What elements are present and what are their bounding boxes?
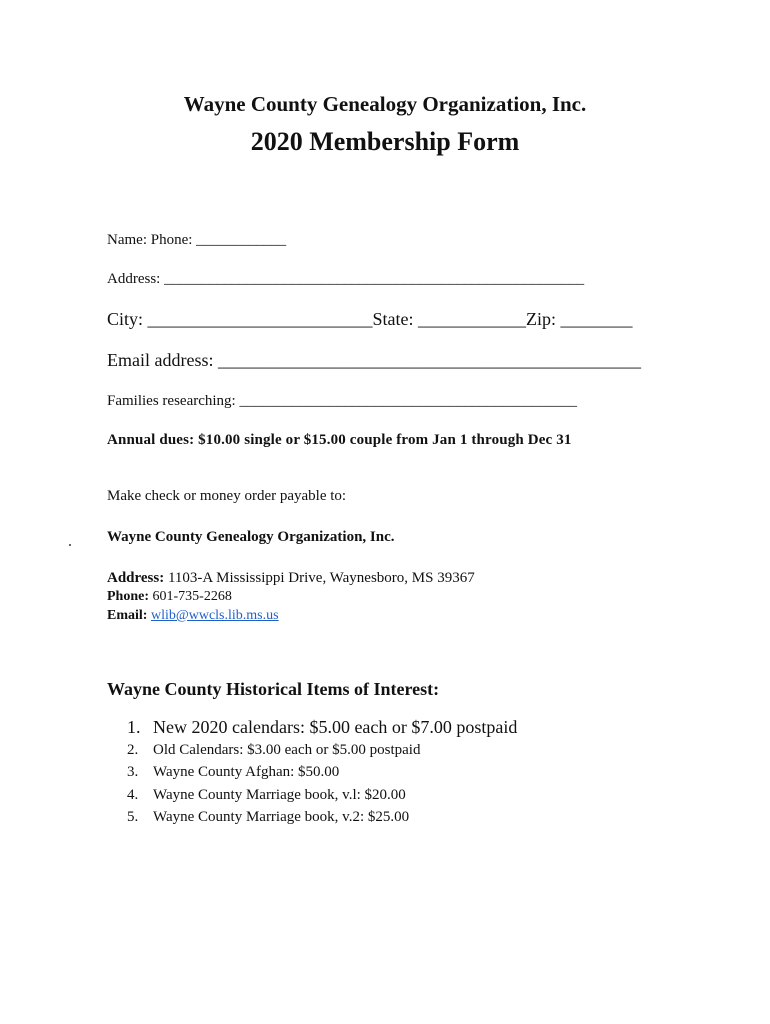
- list-item-number: 2.: [127, 742, 139, 758]
- city-state-zip-field[interactable]: City: _________________________State: ____________Zip: ________: [107, 309, 633, 329]
- email-field[interactable]: Email address: _______________________________________________: [107, 350, 641, 370]
- list-item-number: 5.: [127, 809, 139, 825]
- items-heading: Wayne County Historical Items of Interest:: [107, 679, 440, 699]
- list-item-number: 4.: [127, 787, 139, 803]
- address-value: 1103-A Mississippi Drive, Waynesboro, MS 39367: [167, 570, 475, 586]
- list-item-text: Wayne County Marriage book, v.l: $20.00: [153, 787, 406, 803]
- phone-value: 601-735-2268: [152, 589, 232, 604]
- address-line: [107, 570, 475, 587]
- form-title: 2020 Membership Form: [250, 127, 520, 156]
- organization-title: Wayne County Genealogy Organization, Inc.: [183, 92, 587, 116]
- list-item-text: Wayne County Marriage book, v.2: $25.00: [153, 809, 410, 825]
- list-item-text: Old Calendars: $3.00 each or $5.00 postpaid: [153, 742, 421, 758]
- payable-intro: Make check or money order payable to:: [107, 488, 347, 504]
- name-phone-field[interactable]: Name: Phone: ____________: [107, 232, 287, 248]
- email-link[interactable]: wlib@wwcls.lib.ms.us: [150, 608, 279, 623]
- email-label: Email:: [107, 608, 148, 623]
- list-item-number: 1.: [127, 717, 141, 737]
- list-item-text: Wayne County Afghan: $50.00: [153, 764, 340, 780]
- phone-label: Phone:: [107, 589, 149, 604]
- email-line: [107, 608, 279, 624]
- list-item-number: 3.: [127, 764, 139, 780]
- list-item-text: New 2020 calendars: $5.00 each or $7.00 postpaid: [153, 717, 518, 737]
- address-field[interactable]: Address: ________________________________________________________: [107, 271, 585, 287]
- stray-dot: [69, 544, 71, 546]
- families-researching-field[interactable]: Families researching: _____________________________________________: [107, 393, 577, 409]
- payable-org: Wayne County Genealogy Organization, Inc.: [107, 529, 395, 545]
- phone-line: [107, 589, 232, 605]
- annual-dues-text: Annual dues: $10.00 single or $15.00 couple from Jan 1 through Dec 31: [107, 432, 572, 448]
- address-label: Address:: [107, 570, 165, 586]
